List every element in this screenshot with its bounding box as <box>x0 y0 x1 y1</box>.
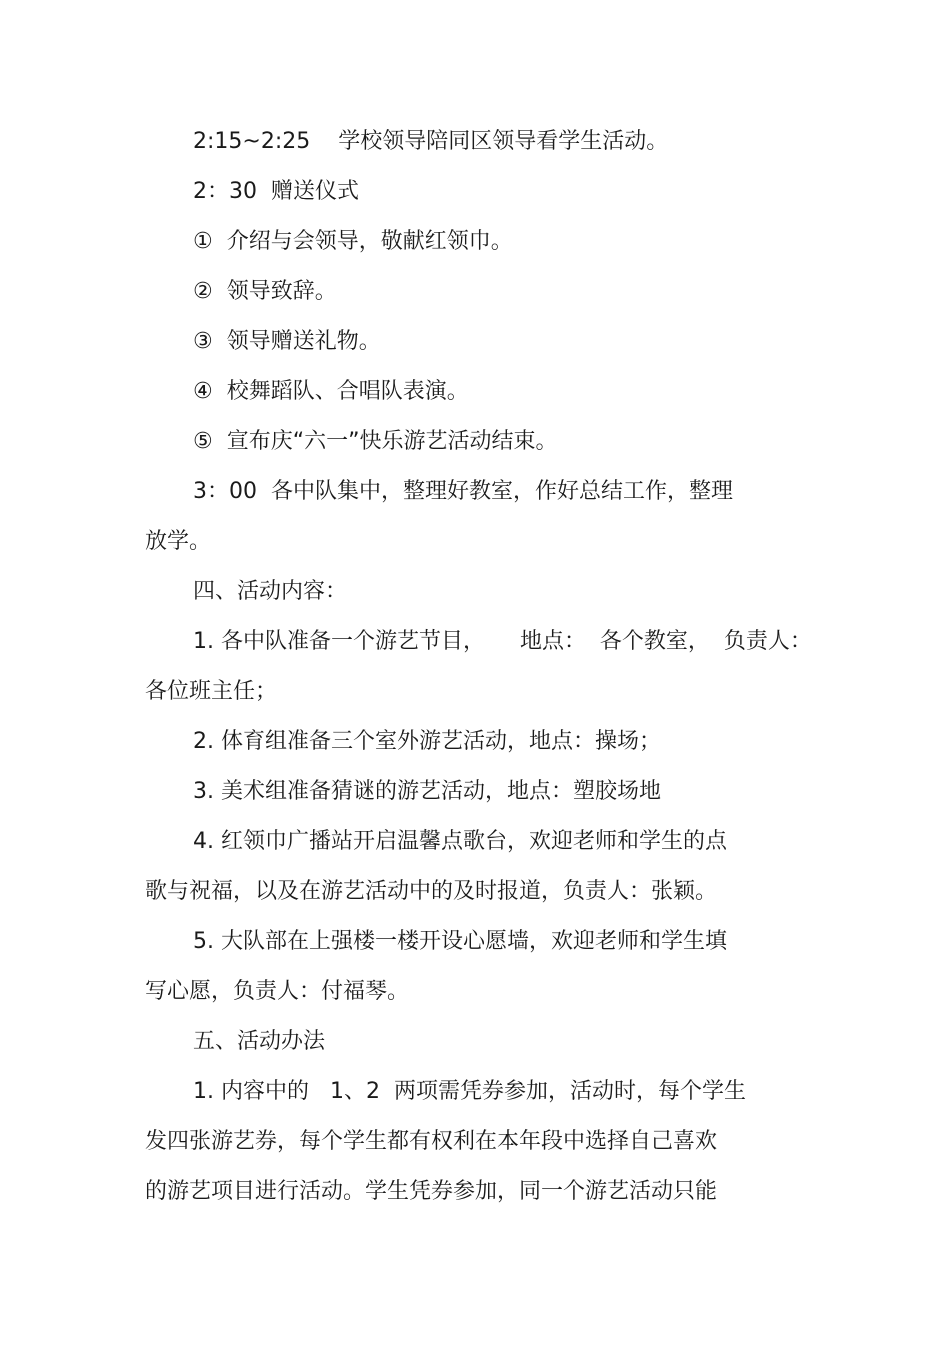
content-item-4: 4. 红领巾广播站开启温馨点歌台，欢迎老师和学生的点 <box>193 829 727 854</box>
content-item-2: 2. 体育组准备三个室外游艺活动，地点：操场； <box>193 729 661 754</box>
content-item-3: 3. 美术组准备猜谜的游艺活动，地点：塑胶场地 <box>193 779 661 804</box>
method-item-1-cont-1: 发四张游艺券，每个学生都有权利在本年段中选择自己喜欢 <box>145 1129 718 1154</box>
section-heading-content: 四、活动内容： <box>193 579 348 604</box>
ceremony-step-1: ① 介绍与会领导，敬献红领巾。 <box>193 229 513 254</box>
section-heading-method: 五、活动办法 <box>193 1029 326 1054</box>
ceremony-step-5: ⑤ 宣布庆“六一”快乐游艺活动结束。 <box>193 429 558 454</box>
method-item-1: 1. 内容中的 1、2 两项需凭券参加，活动时，每个学生 <box>193 1079 746 1104</box>
content-item-1-cont: 各位班主任； <box>145 679 278 704</box>
ceremony-step-4: ④ 校舞蹈队、合唱队表演。 <box>193 379 469 404</box>
content-item-5-cont: 写心愿，负责人：付福琴。 <box>145 979 410 1004</box>
content-item-4-cont: 歌与祝福，以及在游艺活动中的及时报道，负责人：张颖。 <box>145 879 718 904</box>
schedule-line-ceremony: 2：30 赠送仪式 <box>193 179 359 204</box>
content-item-5: 5. 大队部在上强楼一楼开设心愿墙，欢迎老师和学生填 <box>193 929 727 954</box>
schedule-line-dismissal: 3：00 各中队集中，整理好教室，作好总结工作，整理 <box>193 479 733 504</box>
ceremony-step-3: ③ 领导赠送礼物。 <box>193 329 381 354</box>
schedule-line-dismissal-cont: 放学。 <box>145 529 212 554</box>
schedule-line-leaders-visit: 2:15~2:25 学校领导陪同区领导看学生活动。 <box>193 129 669 154</box>
method-item-1-cont-2: 的游艺项目进行活动。学生凭券参加，同一个游艺活动只能 <box>145 1179 718 1204</box>
ceremony-step-2: ② 领导致辞。 <box>193 279 337 304</box>
content-item-1: 1. 各中队准备一个游艺节目， 地点： 各个教室， 负责人： <box>193 629 812 654</box>
